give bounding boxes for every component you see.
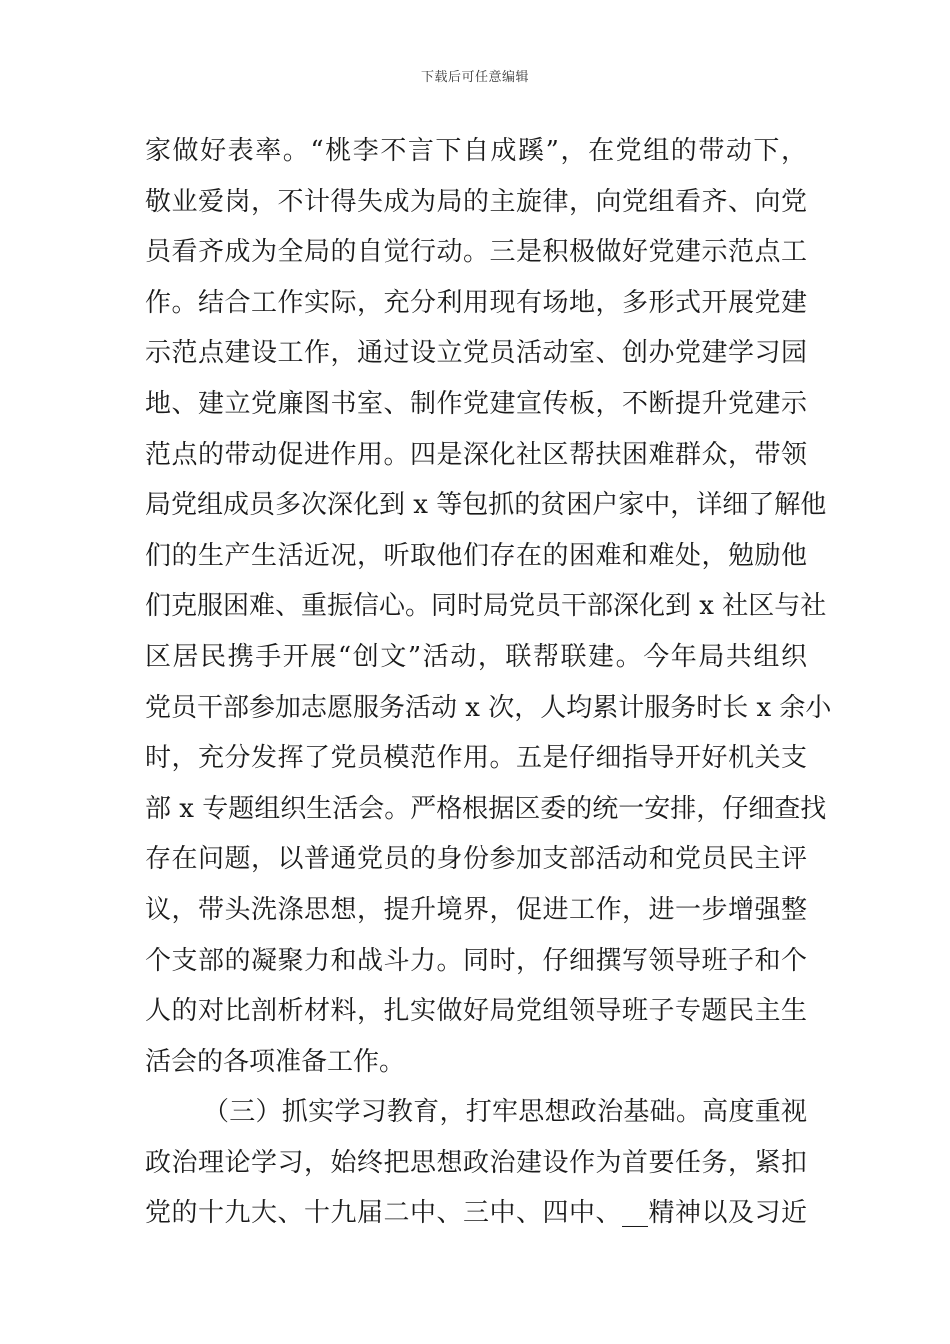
text-line: 政治理论学习，始终把思想政治建设作为首要任务，紧扣	[145, 1147, 807, 1178]
text-line: 区居民携手开展“创文”活动，联帮联建。今年局共组织	[145, 641, 807, 672]
text-line: 地、建立党廉图书室、制作党建宣传板，不断提升党建示	[145, 388, 807, 419]
text-line: 范点的带动促进作用。四是深化社区帮扶困难群众，带领	[145, 439, 807, 470]
page-header-note: 下载后可任意编辑	[420, 70, 529, 85]
text-line: 议，带头洗涤思想，提升境界，促进工作，进一步增强整	[145, 894, 807, 925]
text-line: 员看齐成为全局的自觉行动。三是积极做好党建示范点工	[145, 237, 807, 268]
body-text	[145, 126, 832, 1239]
text-line: 个支部的凝聚力和战斗力。同时，仔细撰写领导班子和个	[145, 945, 807, 976]
section-heading-line: （三）抓实学习教育，打牢思想政治基础。高度重视	[203, 1097, 807, 1128]
text-line: 部 x 专题组织生活会。严格根据区委的统一安排，仔细查找	[145, 793, 827, 824]
text-line: 时，充分发挥了党员模范作用。五是仔细指导开好机关支	[145, 743, 807, 774]
text-line: 党员干部参加志愿服务活动 x 次，人均累计服务时长 x 余小	[145, 692, 832, 723]
text-line: 局党组成员多次深化到 x 等包抓的贫困户家中，详细了解他	[145, 490, 827, 521]
text-line: 敬业爱岗，不计得失成为局的主旋律，向党组看齐、向党	[145, 186, 807, 217]
text-line: 存在问题，以普通党员的身份参加支部活动和党员民主评	[145, 844, 807, 875]
text-line: 们的生产生活近况，听取他们存在的困难和难处，勉励他	[145, 540, 807, 571]
text-line: 家做好表率。“桃李不言下自成蹊”，在党组的带动下，	[145, 136, 807, 166]
paragraph-end-line: 活会的各项准备工作。	[145, 1046, 406, 1077]
text-line: 人的对比剖析材料，扎实做好局党组领导班子专题民主生	[145, 996, 807, 1027]
text-line: 示范点建设工作，通过设立党员活动室、创办党建学习园	[145, 338, 807, 369]
text-line: 作。结合工作实际，充分利用现有场地，多形式开展党建	[145, 287, 807, 318]
text-line: 党的十九大、十九届二中、三中、四中、__精神以及习近	[145, 1198, 807, 1229]
text-line: 们克服困难、重振信心。同时局党员干部深化到 x 社区与社	[145, 591, 827, 622]
